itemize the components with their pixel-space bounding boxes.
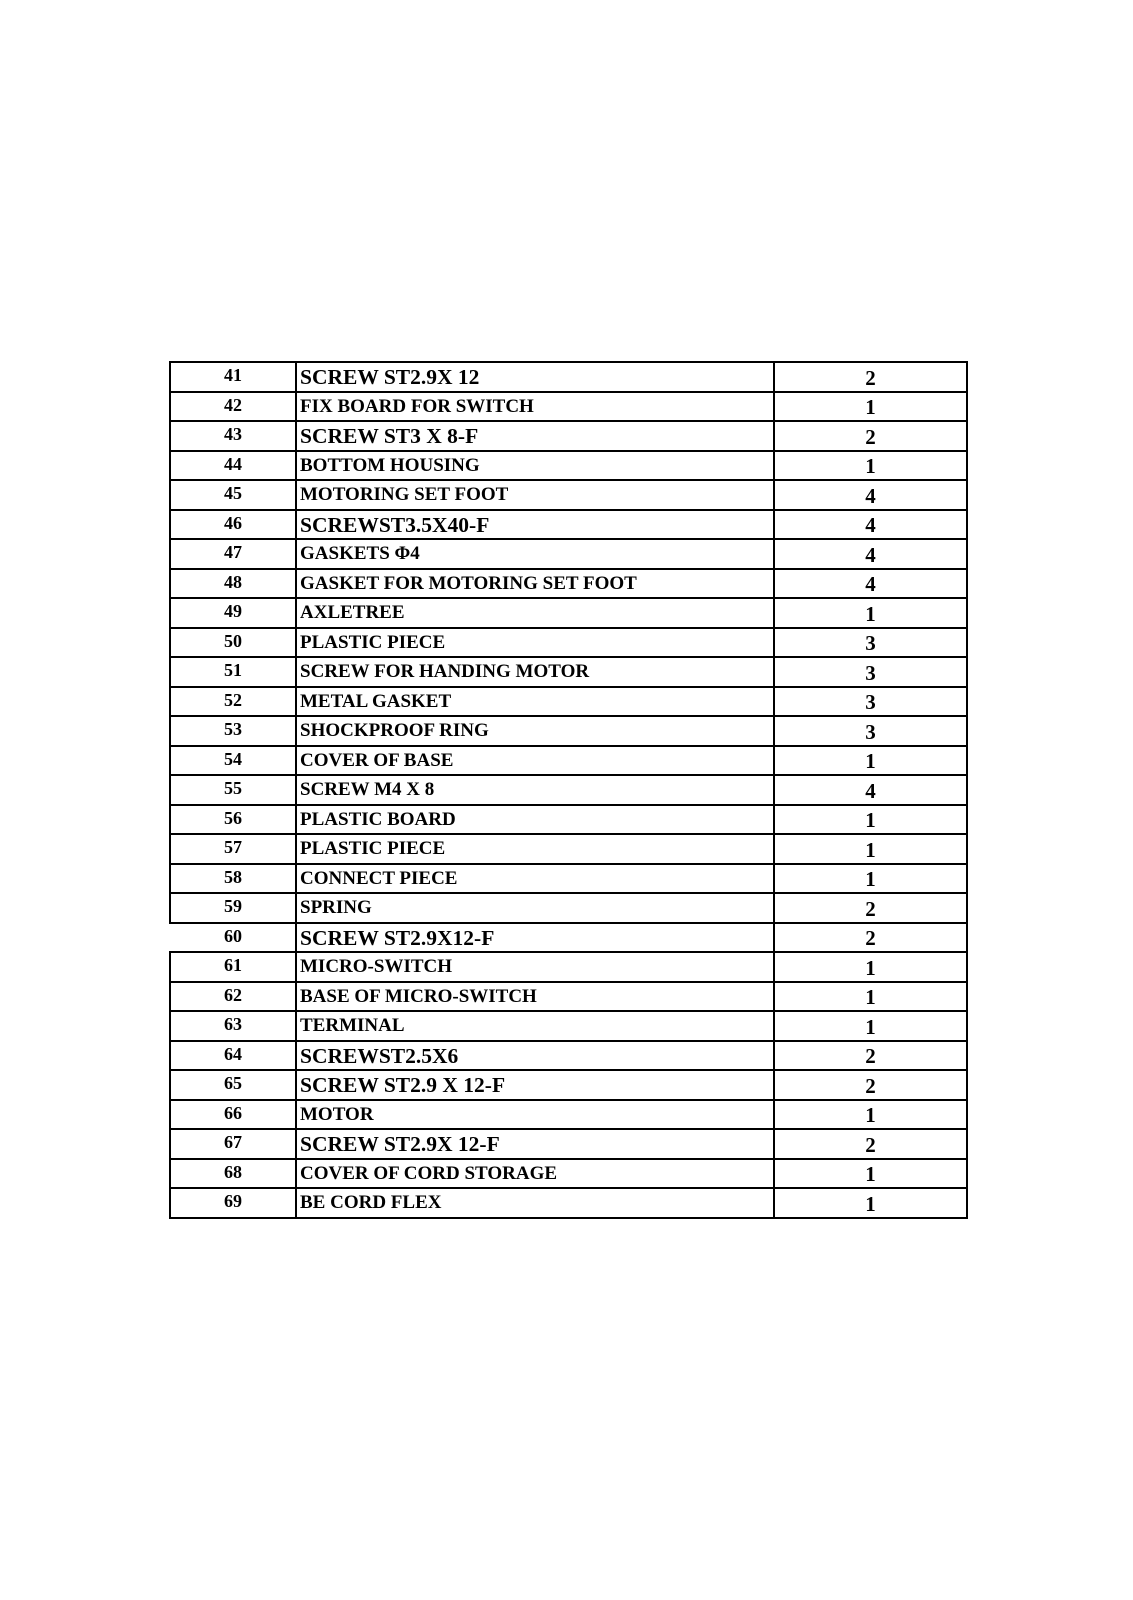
table-row [170,893,967,923]
part-quantity: 2 [774,1041,967,1071]
table-row [170,392,967,422]
part-name: SPRING [296,893,774,923]
part-quantity: 4 [774,775,967,805]
part-quantity: 1 [774,834,967,864]
part-number: 63 [170,1011,296,1041]
part-name: PLASTIC PIECE [296,834,774,864]
part-name: GASKET FOR MOTORING SET FOOT [296,569,774,599]
table-row [170,1041,967,1071]
part-quantity: 1 [774,864,967,894]
part-quantity: 3 [774,687,967,717]
part-number: 56 [170,805,296,835]
part-quantity: 3 [774,628,967,658]
part-quantity: 1 [774,805,967,835]
table-row [170,569,967,599]
part-name: SHOCKPROOF RING [296,716,774,746]
part-quantity: 2 [774,1129,967,1159]
table-row [170,1100,967,1130]
table-row [170,923,967,953]
part-number: 53 [170,716,296,746]
part-name: GASKETS Φ4 [296,539,774,569]
part-name: MICRO-SWITCH [296,952,774,982]
table-row [170,539,967,569]
part-number: 52 [170,687,296,717]
part-name: COVER OF BASE [296,746,774,776]
table-row [170,952,967,982]
part-name: FIX BOARD FOR SWITCH [296,392,774,422]
part-number: 48 [170,569,296,599]
table-row [170,362,967,392]
part-number: 64 [170,1041,296,1071]
part-quantity: 2 [774,421,967,451]
part-quantity: 4 [774,539,967,569]
part-number: 47 [170,539,296,569]
table-row [170,746,967,776]
part-number: 50 [170,628,296,658]
part-quantity: 4 [774,510,967,540]
table-row [170,510,967,540]
part-number: 55 [170,775,296,805]
table-row [170,834,967,864]
part-name: CONNECT PIECE [296,864,774,894]
part-quantity: 1 [774,1100,967,1130]
part-name: SCREW ST3 X 8-F [296,421,774,451]
part-number: 61 [170,952,296,982]
part-quantity: 3 [774,657,967,687]
table-row [170,982,967,1012]
part-number: 42 [170,392,296,422]
part-number: 49 [170,598,296,628]
part-quantity: 1 [774,1159,967,1189]
part-name: SCREWST3.5X40-F [296,510,774,540]
part-name: BASE OF MICRO-SWITCH [296,982,774,1012]
part-quantity: 4 [774,480,967,510]
part-name: SCREW ST2.9 X 12-F [296,1070,774,1100]
table-row [170,657,967,687]
table-row [170,716,967,746]
part-name: BOTTOM HOUSING [296,451,774,481]
part-name: SCREW ST2.9X 12 [296,362,774,392]
part-number: 57 [170,834,296,864]
part-number: 67 [170,1129,296,1159]
table-row [170,1188,967,1218]
parts-list-body [170,362,967,1218]
part-quantity: 4 [774,569,967,599]
part-number: 68 [170,1159,296,1189]
part-name: TERMINAL [296,1011,774,1041]
part-quantity: 2 [774,923,967,953]
part-quantity: 3 [774,716,967,746]
table-row [170,1070,967,1100]
part-name: SCREW ST2.9X12-F [296,923,774,953]
table-row [170,687,967,717]
part-number: 65 [170,1070,296,1100]
table-row [170,480,967,510]
part-quantity: 1 [774,451,967,481]
part-quantity: 1 [774,952,967,982]
table-row [170,1129,967,1159]
table-row [170,1159,967,1189]
table-row [170,628,967,658]
part-number: 62 [170,982,296,1012]
part-name: SCREW FOR HANDING MOTOR [296,657,774,687]
part-number: 60 [170,923,296,953]
part-quantity: 2 [774,1070,967,1100]
part-quantity: 1 [774,392,967,422]
part-number: 43 [170,421,296,451]
part-quantity: 1 [774,746,967,776]
table-row [170,805,967,835]
part-name: AXLETREE [296,598,774,628]
part-number: 46 [170,510,296,540]
part-number: 54 [170,746,296,776]
part-name: MOTOR [296,1100,774,1130]
part-number: 58 [170,864,296,894]
part-number: 51 [170,657,296,687]
part-quantity: 1 [774,598,967,628]
part-number: 59 [170,893,296,923]
table-row [170,421,967,451]
part-quantity: 2 [774,893,967,923]
part-quantity: 1 [774,1188,967,1218]
part-number: 41 [170,362,296,392]
table-row [170,451,967,481]
part-name: METAL GASKET [296,687,774,717]
part-name: COVER OF CORD STORAGE [296,1159,774,1189]
part-name: SCREW ST2.9X 12-F [296,1129,774,1159]
table-row [170,775,967,805]
part-name: PLASTIC BOARD [296,805,774,835]
part-quantity: 2 [774,362,967,392]
table-row [170,1011,967,1041]
part-name: BE CORD FLEX [296,1188,774,1218]
table-row [170,598,967,628]
part-name: MOTORING SET FOOT [296,480,774,510]
table-row [170,864,967,894]
part-number: 66 [170,1100,296,1130]
part-name: PLASTIC PIECE [296,628,774,658]
part-number: 45 [170,480,296,510]
part-number: 44 [170,451,296,481]
part-name: SCREWST2.5X6 [296,1041,774,1071]
parts-list-table [169,361,968,1219]
part-quantity: 1 [774,982,967,1012]
part-number: 69 [170,1188,296,1218]
part-quantity: 1 [774,1011,967,1041]
part-name: SCREW M4 X 8 [296,775,774,805]
